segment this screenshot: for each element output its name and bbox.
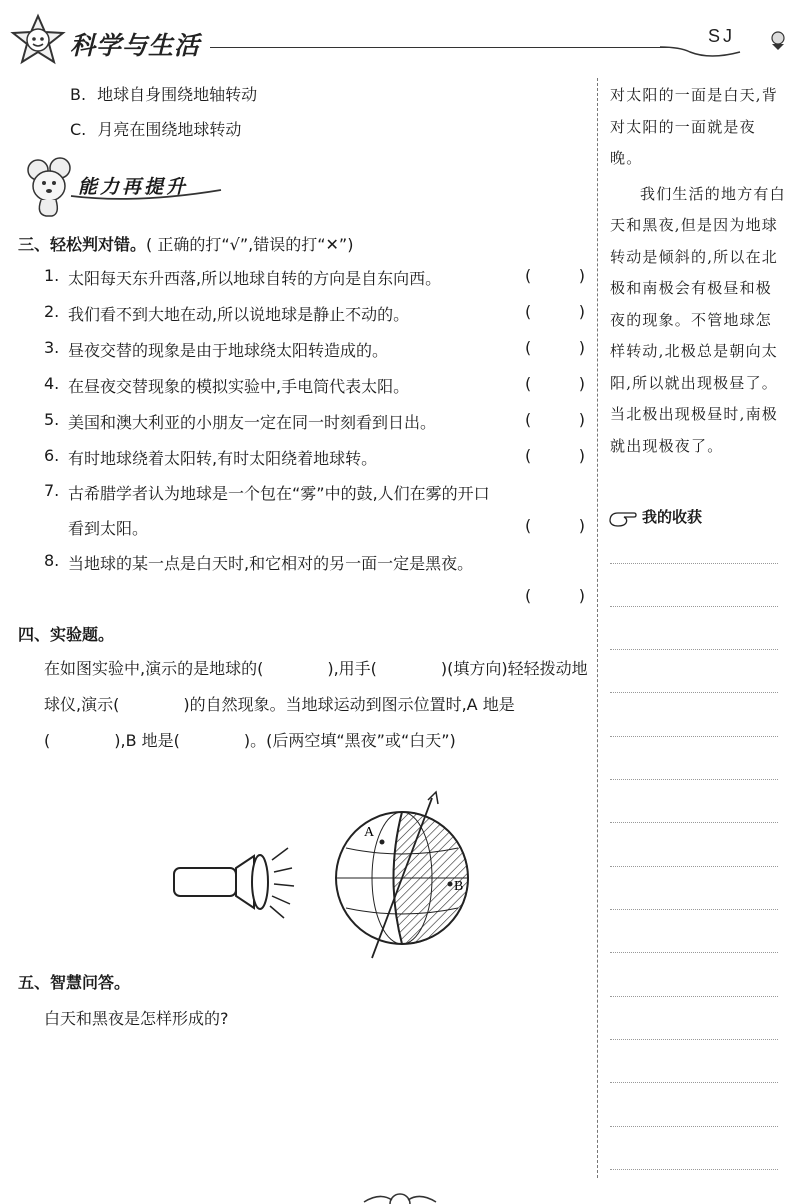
section5-question: 白天和黑夜是怎样形成的? xyxy=(44,1009,229,1028)
header-title: 科学与生活 xyxy=(70,31,201,60)
pointing-hand-icon xyxy=(608,507,638,527)
option-letter: C. xyxy=(70,120,87,139)
option-c xyxy=(70,117,241,140)
writing-line xyxy=(610,563,778,564)
harvest-title: 我的收获 xyxy=(642,508,703,526)
section4-title: 四、实验题。 xyxy=(18,625,115,644)
answer-blank[interactable]: ( ) xyxy=(525,374,585,393)
banner-title: 能力再提升 xyxy=(78,176,189,198)
writing-line xyxy=(610,996,778,997)
item-number: 2. xyxy=(44,302,60,321)
answer-blank[interactable]: ( ) xyxy=(525,516,585,535)
experiment-figure xyxy=(160,790,480,960)
section3-note: ( 正确的打“√”,错误的打“✕”) xyxy=(146,235,354,254)
writing-line xyxy=(610,692,778,693)
harvest-heading xyxy=(608,506,702,527)
option-text: 月亮在围绕地球转动 xyxy=(97,120,242,139)
option-text: 地球自身围绕地轴转动 xyxy=(97,85,258,104)
section4-paragraph: 在如图实验中,演示的是地球的( ),用手( )(填方向)轻轻拨动地球仪,演示( )的自然现象。当地球运动到图示位置时,A 地是( ),B 地是( )。(后两空填“黑夜”或“白天”) xyxy=(44,659,588,750)
writing-line xyxy=(610,1082,778,1083)
item-number: 6. xyxy=(44,446,60,465)
option-letter: B. xyxy=(70,85,87,104)
writing-line xyxy=(610,909,778,910)
label-b: B xyxy=(454,879,464,894)
writing-line xyxy=(610,1169,778,1170)
item-number: 5. xyxy=(44,410,60,429)
writing-line xyxy=(610,1039,778,1040)
item-text-continued: 看到太阳。 xyxy=(68,519,149,538)
item-text: 美国和澳大利亚的小朋友一定在同一时刻看到日出。 xyxy=(68,413,437,432)
label-a: A xyxy=(364,825,375,840)
writing-line xyxy=(610,736,778,737)
item-number: 1. xyxy=(44,266,60,285)
writing-line xyxy=(610,1126,778,1127)
sidebar-para-2: 我们生活的地方有白天和黑夜,但是因为地球转动是倾斜的,所以在北极和南极会有极昼和极夜的现象。不管地球怎样转动,北极总是朝向太阳,所以就出现极昼了。当北极出现极昼时,南极就出现极夜了。 xyxy=(610,184,786,455)
item-text: 昼夜交替的现象是由于地球绕太阳转造成的。 xyxy=(68,341,389,360)
answer-area[interactable] xyxy=(44,1040,589,1170)
writing-line xyxy=(610,952,778,953)
page-ornament-icon xyxy=(360,1190,440,1204)
writing-line xyxy=(610,822,778,823)
writing-line xyxy=(610,779,778,780)
answer-blank[interactable]: ( ) xyxy=(525,446,585,465)
item-text: 在昼夜交替现象的模拟实验中,手电筒代表太阳。 xyxy=(68,377,410,396)
answer-blank[interactable]: ( ) xyxy=(525,266,585,285)
item-number: 4. xyxy=(44,374,60,393)
sidebar-para-1: 对太阳的一面是白天,背对太阳的一面就是夜晚。 xyxy=(610,86,778,167)
item-text: 太阳每天东升西落,所以地球自转的方向是自东向西。 xyxy=(68,269,442,288)
option-b xyxy=(70,82,257,105)
answer-blank[interactable]: ( ) xyxy=(525,410,585,429)
sidebar-note xyxy=(610,80,788,462)
answer-blank[interactable]: ( ) xyxy=(525,338,585,357)
globe-icon xyxy=(336,792,468,958)
writing-line xyxy=(610,866,778,867)
flashlight-icon xyxy=(174,848,294,918)
column-divider xyxy=(597,78,598,1178)
item-text: 有时地球绕着太阳转,有时太阳绕着地球转。 xyxy=(68,449,378,468)
item-number: 3. xyxy=(44,338,60,357)
writing-line xyxy=(610,649,778,650)
section3-heading xyxy=(18,232,353,255)
answer-blank[interactable]: ( ) xyxy=(525,302,585,321)
answer-blank[interactable]: ( ) xyxy=(525,586,585,605)
item-text: 当地球的某一点是白天时,和它相对的另一面一定是黑夜。 xyxy=(68,554,474,573)
item-number: 7. xyxy=(44,481,60,500)
writing-line xyxy=(610,606,778,607)
item-number: 8. xyxy=(44,551,60,570)
item-text: 我们看不到大地在动,所以说地球是静止不动的。 xyxy=(68,305,410,324)
item-text: 古希腊学者认为地球是一个包在“雾”中的鼓,人们在雾的开口 xyxy=(68,484,490,503)
section3-title: 三、轻松判对错。 xyxy=(18,235,147,254)
header-code: SJ xyxy=(708,26,736,46)
section5-title: 五、智慧问答。 xyxy=(18,973,131,992)
